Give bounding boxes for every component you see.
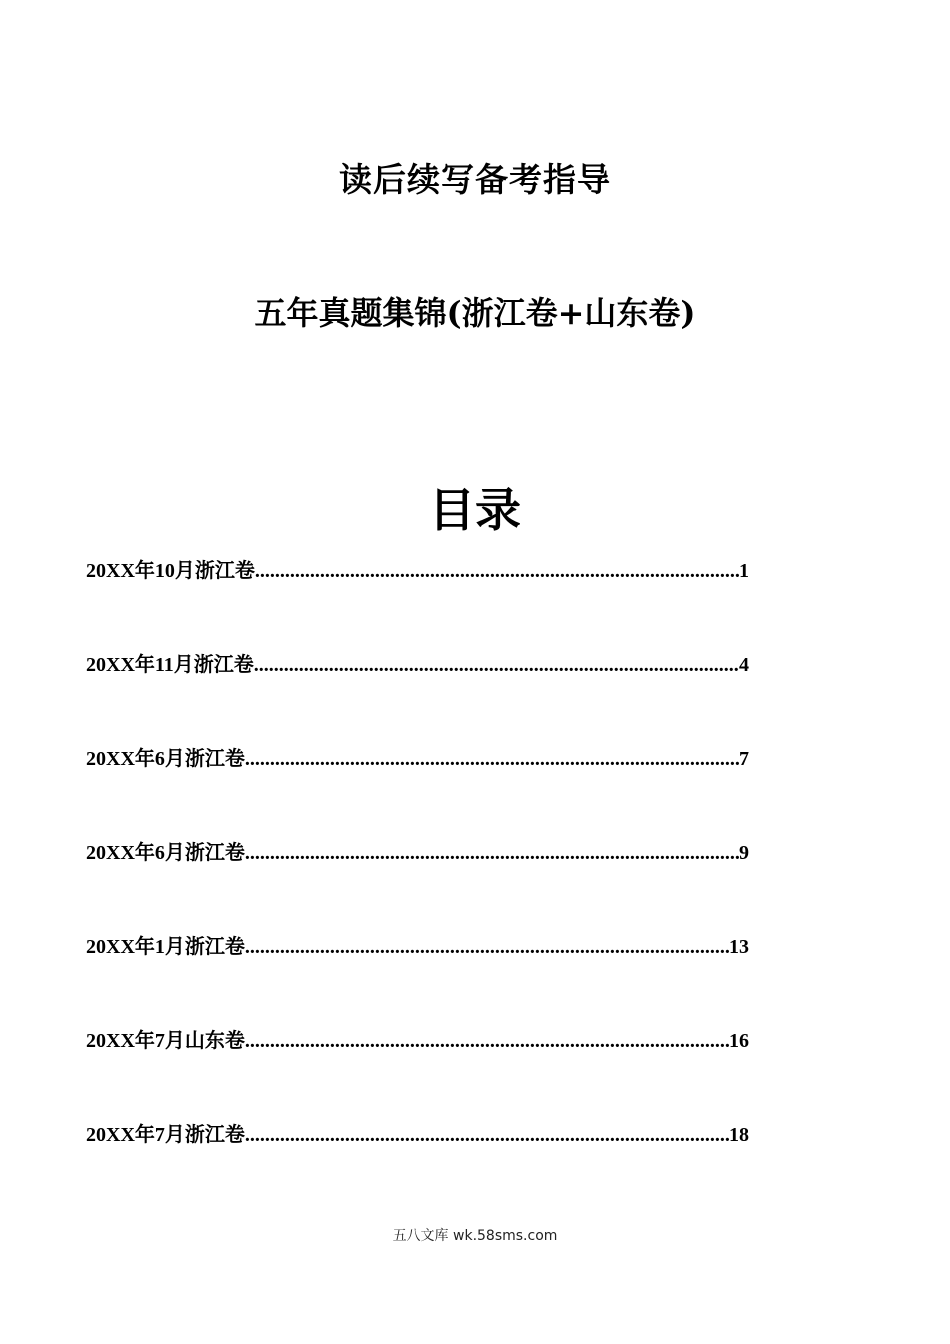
toc-entry[interactable] bbox=[86, 744, 749, 774]
toc-page-number: 16 bbox=[729, 1030, 749, 1052]
table-of-contents bbox=[86, 556, 749, 1214]
toc-page-number: 4 bbox=[739, 654, 749, 676]
toc-heading: 目录 bbox=[429, 483, 521, 537]
document-title: 读后续写备考指导 bbox=[339, 160, 611, 199]
toc-entry-label: 20XX年7月浙江卷 bbox=[86, 1124, 245, 1146]
toc-page-number: 1 bbox=[739, 560, 749, 582]
toc-dot-leader bbox=[255, 556, 739, 586]
toc-entry[interactable] bbox=[86, 1120, 749, 1150]
toc-entry-label: 20XX年6月浙江卷 bbox=[86, 748, 245, 770]
document-subtitle: 五年真题集锦(浙江卷+山东卷) bbox=[254, 294, 696, 332]
page-footer-watermark: 五八文库 wk.58sms.com bbox=[392, 1228, 558, 1244]
toc-entry[interactable] bbox=[86, 650, 749, 680]
toc-dot-leader bbox=[245, 1026, 729, 1056]
toc-entry[interactable] bbox=[86, 932, 749, 962]
toc-dot-leader bbox=[254, 650, 739, 680]
toc-entry-label: 20XX年10月浙江卷 bbox=[86, 560, 255, 582]
toc-page-number: 13 bbox=[729, 936, 749, 958]
toc-dot-leader bbox=[245, 744, 739, 774]
toc-dot-leader bbox=[245, 1120, 729, 1150]
toc-page-number: 18 bbox=[729, 1124, 749, 1146]
toc-page-number: 7 bbox=[739, 748, 749, 770]
toc-entry-label: 20XX年7月山东卷 bbox=[86, 1030, 245, 1052]
toc-entry[interactable] bbox=[86, 1026, 749, 1056]
toc-entry-label: 20XX年1月浙江卷 bbox=[86, 936, 245, 958]
toc-page-number: 9 bbox=[739, 842, 749, 864]
toc-dot-leader bbox=[245, 932, 729, 962]
toc-entry[interactable] bbox=[86, 556, 749, 586]
toc-entry-label: 20XX年6月浙江卷 bbox=[86, 842, 245, 864]
toc-entry-label: 20XX年11月浙江卷 bbox=[86, 654, 254, 676]
toc-dot-leader bbox=[245, 838, 739, 868]
toc-entry[interactable] bbox=[86, 838, 749, 868]
